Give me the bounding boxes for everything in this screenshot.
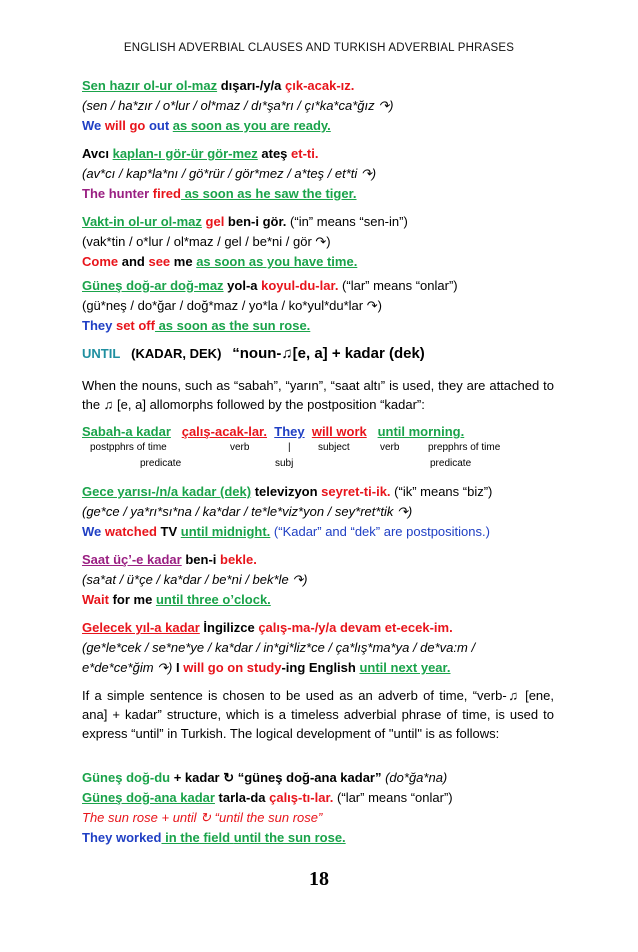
ex3-verb-come: gel [201, 214, 228, 229]
ex5-postphrase: Sabah-a kadar [82, 424, 171, 439]
ex3-pronunciation: (vak*tin / o*lur / ol*maz / gel / be*ni / gör ↷) [82, 234, 331, 249]
ex9-pronunciation: (do*ğa*na) [381, 770, 448, 785]
ex6-en-verb: watched [104, 524, 157, 539]
ex6-en-prepphrase: until midnight. [180, 524, 271, 539]
ex3-en-and: and [118, 254, 149, 269]
ex5-label-verb: verb [230, 442, 250, 453]
until-heading-word: UNTIL [82, 346, 121, 361]
ex8-postphrase: Gelecek yıl-a kadar [82, 620, 200, 635]
ex1-en-adverb: out [145, 118, 173, 133]
ex5-en-subject: They [274, 424, 305, 439]
ex9-adverb-phrase: Güneş doğ-ana kadar [82, 790, 215, 805]
ex9-en-place: in the field [161, 830, 234, 845]
ex3-note: (“in” means “sen-in”) [286, 214, 408, 229]
ex1-verb: çık-acak-ız. [285, 78, 355, 93]
ex6-pronunciation: (ge*ce / ya*rı*sı*na / ka*dar / te*le*viz*yon / sey*ret*tik ↷) [82, 504, 413, 519]
ex4-verb: koyul-du-lar. [261, 278, 339, 293]
ex4-en-verb: set off [115, 318, 155, 333]
ex4-pronunciation: (gü*neş / do*ğar / doğ*maz / yo*la / ko*yul*du*lar ↷) [82, 298, 382, 313]
ex3-turkish [82, 214, 552, 230]
ex3-en-see: see [148, 254, 171, 269]
ex8-pronunciation-2: e*de*ce*ğim ↷) [82, 660, 173, 675]
ex6-en-note: (“Kadar” and “dek” are postpositions.) [270, 524, 490, 539]
ex1-en-verb: will go [104, 118, 146, 133]
ex2-en-clause: as soon as he saw the tiger. [180, 186, 357, 201]
ex9-line-2 [82, 790, 552, 806]
ex8-en-object: -ing English [281, 660, 360, 675]
ex5-verb: çalış-acak-lar. [181, 424, 268, 439]
ex6-postphrase: Gece yarısı-/n/a kadar (dek) [82, 484, 252, 499]
ex6-en-subject: We [82, 524, 105, 539]
ex4-note: (“lar” means “onlar”) [338, 278, 458, 293]
ex7-object: ben-i [181, 552, 220, 567]
ex5-label-predicate2: predicate [430, 458, 472, 469]
ex8-line-3 [82, 660, 552, 676]
ex5-label-subject: subject [318, 442, 350, 453]
ex2-object: ateş [257, 146, 292, 161]
ex9-line-4 [82, 830, 552, 846]
ex2-english [82, 186, 552, 202]
ex5-en-prepphrase: until morning. [377, 424, 465, 439]
ex9-note: (“lar” means “onlar”) [333, 790, 453, 805]
ex1-english [82, 118, 552, 134]
page-number: 18 [309, 868, 329, 890]
ex2-en-verb: fired [152, 186, 181, 201]
ex7-pronunciation: (sa*at / ü*çe / ka*dar / be*ni / bek*le ↷) [82, 572, 308, 587]
ex5-sentence [82, 424, 552, 440]
ex3-en-me: me [170, 254, 197, 269]
ex9-en-subject-verb: They worked [82, 830, 162, 845]
ex3-clause: Vakt-in ol-ur ol-maz [82, 214, 202, 229]
ex4-object: yol-a [223, 278, 262, 293]
ex8-en-verb: will go on study [183, 660, 282, 675]
ex3-en-clause: as soon as you have time. [196, 254, 358, 269]
ex9-line-1 [82, 770, 552, 786]
ex4-en-clause: as soon as the sun rose. [154, 318, 311, 333]
ex6-object: televizyon [251, 484, 322, 499]
ex3-verb-see: ben-i gör. [227, 214, 287, 229]
ex2-pronunciation: (av*cı / kap*la*nı / gö*rür / gör*mez / a*teş / et*ti ↷) [82, 166, 377, 181]
ex2-turkish [82, 146, 552, 162]
ex5-label-predicate: predicate [140, 458, 182, 469]
ex7-postphrase: Saat üç’-e kadar [82, 552, 182, 567]
ex8-turkish [82, 620, 552, 636]
ex5-label-subj: subj [275, 458, 294, 469]
ex7-en-verb: Wait [82, 592, 109, 607]
until-heading-turkish: (KADAR, DEK) [131, 346, 222, 361]
ex9-plus-until: + until ↻ [157, 810, 215, 825]
ex5-label-postpphrs: postpphrs of time [90, 442, 167, 453]
ex6-note: (“ik” means “biz”) [390, 484, 493, 499]
ex1-object: dışarı-/y/a [217, 78, 285, 93]
paragraph-nouns: When the nouns, such as “sabah”, “yarın”, “saat altı” is used, they are attached to the ♫ [e, a] allomorphs followed by the postposition “kadar”: [82, 378, 554, 412]
ex3-en-come: Come [82, 254, 119, 269]
ex7-verb: bekle. [220, 552, 257, 567]
ex8-verb: çalış-ma-/y/a devam et-ecek-im. [258, 620, 453, 635]
ex1-en-subject: We [82, 118, 105, 133]
until-heading [82, 346, 552, 362]
ex9-plus-kadar: + kadar ↻ [170, 770, 238, 785]
ex4-english [82, 318, 552, 334]
ex1-turkish [82, 78, 552, 94]
ex6-en-object: TV [156, 524, 181, 539]
ex8-en-prepphrase: until next year. [359, 660, 451, 675]
ex5-en-verb: will work [311, 424, 367, 439]
ex4-en-subject: They [82, 318, 116, 333]
ex1-clause: Sen hazır ol-ur ol-maz [82, 78, 218, 93]
ex4-clause: Güneş doğ-ar doğ-maz [82, 278, 224, 293]
running-header: ENGLISH ADVERBIAL CLAUSES AND TURKISH ADVERBIAL PHRASES [123, 42, 515, 54]
ex9-en-sentence: The sun rose [82, 810, 158, 825]
ex9-verb: çalış-tı-lar. [269, 790, 334, 805]
ex3-english [82, 254, 552, 270]
ex6-turkish [82, 484, 552, 500]
until-heading-formula: “noun-♫[e, a] + kadar (dek) [232, 345, 425, 362]
ex9-simple-sentence: Güneş doğ-du [82, 770, 171, 785]
ex1-en-clause: as soon as you are ready. [172, 118, 331, 133]
ex8-en-subject: I [172, 660, 184, 675]
ex4-turkish [82, 278, 552, 294]
ex5-label-prepphrs: prepphrs of time [428, 442, 501, 453]
ex5-label-divider: | [288, 442, 291, 453]
ex9-result-phrase: “güneş doğ-ana kadar” [237, 770, 382, 785]
ex9-line-3 [82, 810, 552, 826]
ex7-en-prepphrase: until three o’clock. [155, 592, 271, 607]
ex7-english [82, 592, 552, 608]
ex2-clause: kaplan-ı gör-ür gör-mez [112, 146, 258, 161]
paragraph-until: If a simple sentence is chosen to be used as an adverb of time, “verb-♫ [ene, ana] + kadar” structure, which is a timeless adverbial phrase of time, is used to express “until” in Turkish. The logical development of "until" is as follows: [82, 688, 554, 741]
ex8-object: İngilizce [199, 620, 259, 635]
ex5-label-verb2: verb [380, 442, 400, 453]
ex7-turkish [82, 552, 552, 568]
ex6-english [82, 524, 552, 540]
ex2-en-subject: The hunter [82, 186, 153, 201]
ex7-en-object: for me [108, 592, 156, 607]
ex9-en-clause: until the sun rose. [233, 830, 346, 845]
ex8-pronunciation-1: (ge*le*cek / se*ne*ye / ka*dar / in*gi*liz*ce / ça*lış*ma*ya / de*va:m / [82, 640, 476, 655]
ex2-verb: et-ti. [291, 146, 319, 161]
ex6-verb: seyret-ti-ik. [321, 484, 391, 499]
ex2-subject: Avcı [82, 146, 113, 161]
ex1-pronunciation: (sen / ha*zır / o*lur / ol*maz / dı*şa*rı / çı*ka*ca*ğız ↷) [82, 98, 394, 113]
ex9-place: tarla-da [214, 790, 270, 805]
ex9-en-result: “until the sun rose” [214, 810, 323, 825]
